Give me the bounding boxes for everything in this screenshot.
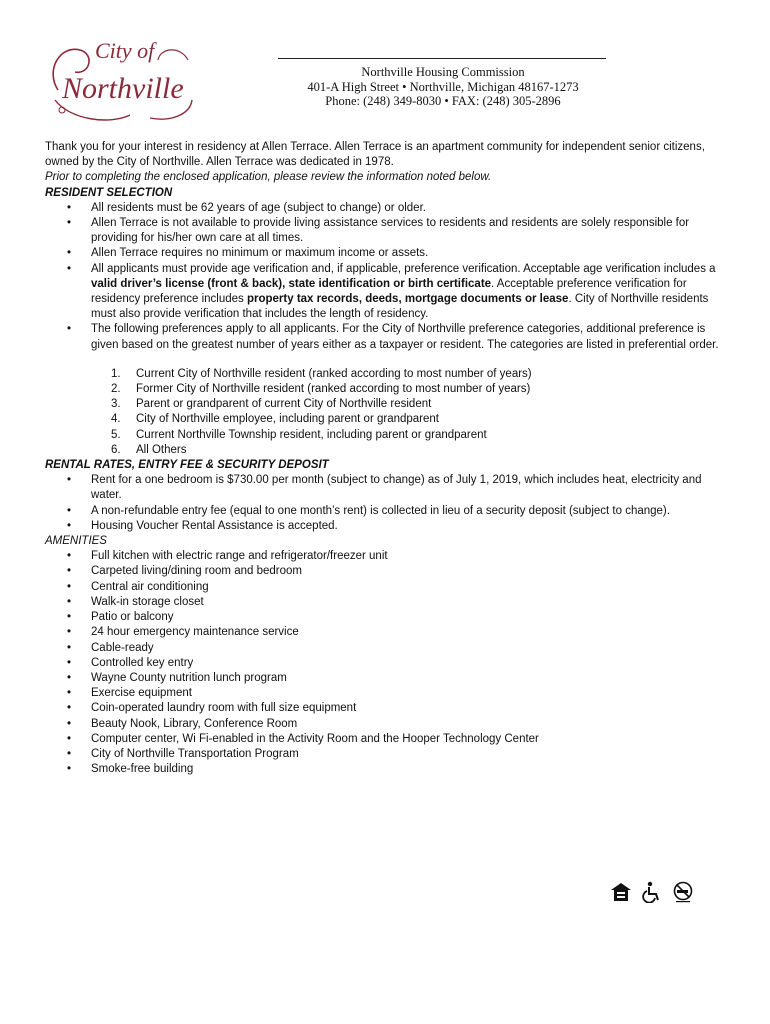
list-item: • Cable-ready (45, 641, 735, 656)
amenities-heading: AMENITIES (45, 535, 107, 548)
rental-rates-heading: RENTAL RATES, ENTRY FEE & SECURITY DEPOSIT (45, 459, 329, 472)
preference-item (45, 443, 735, 458)
preference-list (45, 367, 735, 458)
list-item: • Exercise equipment (45, 686, 735, 701)
equal-housing-icon (610, 881, 632, 903)
list-item: • Allen Terrace requires no minimum or maximum income or assets. (45, 246, 735, 261)
list-item: • Carpeted living/dining room and bedroom (45, 564, 735, 579)
intro-paragraph: Thank you for your interest in residency at Allen Terrace. Allen Terrace is an apartment community for independent senior citizens, owned by the City of Northville. Allen Terrace was dedicated in 1978. (45, 141, 705, 169)
preference-number: 1. (111, 367, 121, 380)
list-item: • Allen Terrace is not available to provide living assistance services to residents and residents are solely responsible for providing for his/her own care at all times. (45, 216, 735, 246)
svg-text:City of: City of (95, 38, 155, 63)
preference-item (45, 367, 735, 382)
preference-number: 2. (111, 383, 121, 396)
logo-graphic (40, 30, 200, 130)
item-bold-text: property tax records, deeds, mortgage documents or lease (246, 293, 569, 306)
list-item: • A non-refundable entry fee (equal to one month’s rent) is collected in lieu of a security deposit (subject to change). (45, 504, 735, 519)
preference-item (45, 428, 735, 443)
preference-number: 6. (111, 443, 121, 456)
list-item: • Beauty Nook, Library, Conference Room (45, 717, 735, 732)
list-item: • 24 hour emergency maintenance service (45, 625, 735, 640)
preference-item (45, 382, 735, 397)
footer-icons (610, 878, 700, 906)
city-of-northville-logo (40, 30, 200, 130)
list-item (45, 262, 735, 323)
resident-selection-list (45, 201, 735, 353)
list-item: • Walk-in storage closet (45, 595, 735, 610)
preference-text: All Others (136, 443, 187, 456)
item-text: . Acceptable preference verification for residency preference includes (91, 277, 687, 306)
org-name: Northville Housing Commission (361, 65, 525, 79)
wheelchair-accessible-icon (642, 881, 662, 903)
list-item: • City of Northville Transportation Program (45, 747, 735, 762)
item-text: . City of Northville residents must also provide verification that includes the length of residency. (91, 293, 709, 321)
list-item: • All residents must be 62 years of age (subject to change) or older. (45, 201, 735, 216)
preference-number: 4. (111, 413, 121, 426)
list-item: • Coin-operated laundry room with full size equipment (45, 701, 735, 716)
intro-note: Prior to completing the enclosed application, please review the information noted below. (45, 171, 492, 184)
list-item: • Wayne County nutrition lunch program (45, 671, 735, 686)
letterhead-rule (278, 58, 606, 59)
preference-text: Former City of Northville resident (ranked according to most number of years) (136, 383, 531, 396)
list-item: • Rent for a one bedroom is $730.00 per month (subject to change) as of July 1, 2019, which includes heat, electricity and water. (45, 473, 735, 503)
no-smoking-icon (672, 881, 694, 903)
preference-number: 3. (111, 398, 121, 411)
list-item: • Smoke-free building (45, 762, 735, 777)
preference-text: Current Northville Township resident, including parent or grandparent (136, 428, 487, 441)
preference-item (45, 412, 735, 427)
resident-selection-heading: RESIDENT SELECTION (45, 186, 173, 199)
list-item: • The following preferences apply to all applicants. For the City of Northville preference categories, additional preference is given based on the greatest number of years either as a taxpayer or resident. The categories are listed in preferential order. (45, 322, 735, 352)
preference-number: 5. (111, 428, 121, 441)
list-item: • Full kitchen with electric range and refrigerator/freezer unit (45, 549, 735, 564)
svg-text:Northville: Northville (62, 72, 184, 105)
list-item: • Housing Voucher Rental Assistance is accepted. (45, 519, 735, 534)
preference-text: Current City of Northville resident (ranked according to most number of years) (136, 367, 532, 380)
preference-item (45, 397, 735, 412)
item-text: All applicants must provide age verification and, if applicable, preference verification. Acceptable age verification includes a (91, 262, 716, 275)
letterhead (276, 58, 610, 109)
preference-text: City of Northville employee, including parent or grandparent (136, 413, 439, 426)
org-address: 401-A High Street • Northville, Michigan 48167-1273 (307, 79, 579, 94)
list-item: • Controlled key entry (45, 656, 735, 671)
document-body (45, 140, 735, 777)
list-item: • Patio or balcony (45, 610, 735, 625)
org-phone: Phone: (248) 349-8030 • FAX: (248) 305-2896 (325, 94, 561, 108)
amenities-list (45, 549, 735, 777)
preference-text: Parent or grandparent of current City of Northville resident (136, 398, 432, 411)
item-bold-text: valid driver’s license (front & back), state identification or birth certificate (91, 277, 492, 290)
list-item: • Central air conditioning (45, 580, 735, 595)
list-item: • Computer center, Wi Fi-enabled in the Activity Room and the Hooper Technology Center (45, 732, 735, 747)
rental-rates-list (45, 473, 735, 534)
